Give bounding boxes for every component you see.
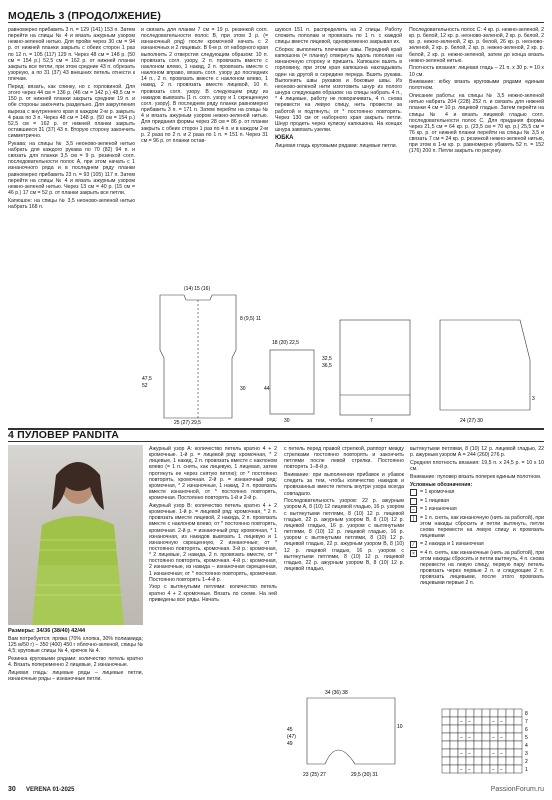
chart-cell: [466, 757, 474, 765]
sleeves-paragraph: Рукава: на спицы № 3,5 неоново-зеленой нитью набрать для каждого рукава по 70 (82) 94 п. и связать для планки 3,5 см = 9 р. резинкой согл. последовательности полос А, при этом начать с 1 изнаночного ряда и в последнем ряду планки равномерно прибавить 23 п. = 93 (105) 117 п. Затем перейти на спицы № 4 и вязать ажурным узором нежно-зеленой нитью. Через 13 см = 40 р. (15 см = 46 р.) 17 см = 52 р. от планки закрыть все петли.: [8, 140, 135, 197]
chart-cell: [506, 717, 514, 725]
chart-symbol: −: [492, 719, 495, 725]
chart-row-label: 8: [525, 711, 528, 717]
pd-left-3: 49: [287, 741, 293, 747]
magazine-name: VERENA 01-2025: [26, 787, 75, 793]
chart-symbol: −: [460, 735, 463, 741]
chart-cell: [490, 741, 498, 749]
pd-top: 34 (36) 38: [325, 690, 348, 696]
chart-cell: [450, 749, 458, 757]
work-description: Описание работы: на спицы № 3,5 нежно-зеленой нитью набрать 204 (228) 252 п. и связать для нижней планки 4 см = 10 р. лицевой гладью. Затем перейти на спицы № 4 и вязать лицевой гладью согл. последовательности полос С. Для придания формы через 21,5 см = 64 кр. р. (23,5 см = 70 кр. р.) 25,5 см = 76 кр. р. от нижней планки перейти на спицы № 3,5 и связать 7 см = 24 кр. р. резинкой нежно-зеленой нитью, при этом в 1-м кр. р. равномерно убавить 52 п. = 152 (176) 200 п. Петли закрыть по рисунку.: [409, 93, 544, 155]
chart-symbol: −: [468, 751, 471, 757]
attention-3: Внимание: пуловер вязать поперек единым полотном.: [410, 473, 542, 480]
section-title: 4 ПУЛОВЕР PANDITA: [8, 429, 119, 441]
pd-left: 45: [287, 727, 293, 733]
legend-text: = 1 лицевая: [420, 497, 449, 504]
chart-cell: [458, 709, 466, 717]
text-column-s2-1: [8, 636, 143, 684]
chart-cell: [442, 709, 450, 717]
knitting-chart: [432, 705, 532, 785]
text-column-1: [8, 27, 135, 212]
chart-cell: [506, 725, 514, 733]
chart-cell: [442, 725, 450, 733]
legend-item: [410, 489, 544, 496]
legend-text: = 1 изнаночная: [420, 506, 457, 513]
chart-cell: [514, 749, 522, 757]
chart-cell: [506, 749, 514, 757]
stockinette: Лицевая гладь: лицевые ряды – лицевые петли, изнаночные ряды – изнаночные петли.: [8, 669, 143, 682]
hood-continued: и связать для планки 7 см = 19 р. резинкой согл. последовательности полос В, при этом 3 р. (= изнаночный ряд) после кромочной начать с 2 изнаночных и 2 лицевых. В 6-м р. от наборного края выполнить 2 отверстия следующим образом: 10 п. провязать согл. узору, 2 п. провязать вместе с наклоном влево, 1 накид, 2 п. провязать вместе с наклоном вправо, вязать согл. узору до последних 14 п., 2 п. провязать вместе с наклоном влево, 1 накид, 2 п. провязать вместе лицевой, 10 п. провязать согл. узору. В следующем ряду из накидов вывязать [1 п. согл. узору и 1 скрещенную согл. узору]. В последнем ряду планки равномерно прибавить 3 п. = 171 п. Затем перейти на спицы № 4 и вязать ажурным узором нежно-зеленой нитью. Для придания формы через 28 см = 86 р. от планки закрыть с обеих сторон 1 раз по 4 п. и в каждом 2-м р. 2 раза по 2 п. и 2 раза по 1 п. = 151 п. Через 31 см = 96 р. от планки остав-: [141, 27, 268, 144]
legend-item: [410, 498, 544, 505]
legend-title: Условные обозначения:: [410, 481, 473, 488]
chart-cell: [482, 709, 490, 717]
attention: Внимание: юбку вязать круговыми рядами единым полотном.: [409, 79, 544, 92]
chart-cell: [466, 725, 474, 733]
chart-symbol: −: [500, 719, 503, 725]
title-rule: [8, 22, 544, 23]
text-column-3: [275, 27, 402, 150]
chart-cell: [466, 709, 474, 717]
chart-cell: [482, 765, 490, 773]
chart-cell: [506, 741, 514, 749]
chart-symbol: −: [500, 735, 503, 741]
pattern-sequence: Последовательность узоров: 22 р. ажурным узором А, 8 (10) 12 лицевой гладью, 16 р. узором с вытянутыми петлями, 8 (10) 12 р. лицевой гладью, 22 р. ажурным узором В, 8 (10) 12 р. лицевой гладью, 16 р. узором с вытянутыми петлями, 8 (10) 12 р. лицевой гладью, 16 р. узором с вытянутыми петлями, 8 (10) 12 р. лицевой гладью, 22 р. ажурным узором В, 8 (10) 12 р. лицевой гладью, 16 р. узором с вытянутыми петлями, 8 (10) 12 р. лицевой гладью, 22 р. ажурным узором В, 8 (10) 12 р. лицевой гладью,: [284, 498, 404, 572]
pattern-diagram-skirt-2: [420, 300, 545, 425]
legend-item: [410, 541, 544, 548]
chart-cell: [506, 709, 514, 717]
chart-cell: [442, 717, 450, 725]
chart-cell: [506, 757, 514, 765]
chart-cell: [450, 709, 458, 717]
skirt-stitch: Лицевая гладь круговыми рядами: лицевые петли.: [275, 142, 398, 149]
hood-paragraph: Капюшон: на спицы № 3,5 неоново-зеленой нитью набрать 168 п.: [8, 197, 135, 210]
chart-cell: [474, 709, 482, 717]
chart-cell: [498, 709, 506, 717]
chart-cell: [514, 741, 522, 749]
chart-symbol: −: [468, 735, 471, 741]
skirt2-bottom: 24 (27) 30: [460, 418, 483, 424]
attention-2: Внимание: при выполнении прибавок и убавок следить за тем, чтобы количество накидов и провязанных вместе петель внутри узора всегда совпадало.: [284, 472, 404, 497]
text-column-s2-2: [149, 446, 277, 604]
chart-cell: [450, 725, 458, 733]
chart-cell: [482, 733, 490, 741]
chart-cell: [490, 725, 498, 733]
chart-row-label: 3: [525, 751, 528, 757]
chart-cell: [442, 757, 450, 765]
elongated-stitch: Узор с вытянутыми петлями: количество петель кратно 4 + 2 кромочные. Вязать по схеме. На ней приведены все ряды. Начать: [149, 584, 277, 603]
legend-symbol: [410, 498, 417, 505]
legend-symbol: ⁄: [410, 541, 417, 548]
watermark: PassionForum.ru: [490, 786, 544, 793]
chart-cell: [514, 709, 522, 717]
dim-right: 8 (9,5) 11: [240, 316, 262, 322]
chart-cell: [514, 765, 522, 773]
chart-cell: [490, 757, 498, 765]
legend-text: = 1 кромочная: [420, 489, 455, 496]
pattern-diagram-skirt: [320, 300, 420, 425]
legend: [410, 489, 544, 586]
lace-b: Ажурный узор В: количество петель кратно 4 + 2 кромочные. 1-й р. = лицевой ряд: кромочная, * 2 п. провязать вместе лицевой, 2 накида, 2 п. провязать вместе с наклоном влево; от * постоянно повторять, кромочная. 2-й р. = изнаночный ряд: кромочная, * 1 изнаночная, из накидов вывязать 1 лицевую и 1 изнаночную скрещенную, 2 изнаночные; от * постоянно повторять, кромочная. 3-й р.: кромочная, * 2 лицевые, 2 накида, 2 п. провязать вместе, от * постоянно повторять, кромочная. 4-й р.: кромочная, 2 изнаночные, из накида – изнаночная скрещенная, 1 изнаночная; от * постоянно повторять, кромочная. Постоянно повторять 1–4-й р.: [149, 502, 277, 583]
chart-cell: [466, 741, 474, 749]
pd-bot-2: 29,5 (30) 31: [351, 772, 378, 778]
dim-mid: 30: [240, 386, 246, 392]
dim-left-2: 52: [142, 383, 148, 389]
pd-right: 10: [397, 724, 403, 730]
pd-bot-1: 23 (25) 27: [303, 772, 326, 778]
chart-cell: [458, 757, 466, 765]
chart-row-label: 7: [525, 719, 528, 725]
chart-cell: [482, 717, 490, 725]
sequence-end: вытянутыми петлями, 8 (10) 12 р. лицевой гладью, 22 р. ажурным узором А = 244 (260) 276 р.: [410, 446, 544, 459]
chart-cell: [450, 733, 458, 741]
chart-cell: [474, 725, 482, 733]
skirt-bottom: 7: [370, 418, 373, 424]
chart-symbol: −: [492, 735, 495, 741]
skirt-left: 32,5: [322, 356, 332, 362]
page-title: МОДЕЛЬ 3 (ПРОДОЛЖЕНИЕ): [8, 10, 162, 22]
chart-cell: [450, 741, 458, 749]
legend-symbol: ×: [410, 550, 417, 557]
chart-cell: [442, 741, 450, 749]
dim-left: 47,5: [142, 376, 152, 382]
avg-gauge: Средняя плотность вязания: 19,5 п. x 24,5 р. = 10 x 10 см.: [410, 459, 544, 472]
back-paragraph: равномерно прибавить 3 п. = 129 (141) 153 п. Затем перейти на спицы № 4 и вязать ажурным узором нежно-зеленой нитью. Для пройм через 30 см = 94 р. от нижней планки закрыть с обеих сторон 1 раз по 12 п. = 105 (117) 129 п. Через 48 см = 148 р. (50 см = 154 р.) 52,5 см = 162 р. от нижней планки закрыть все петли, при этом средние 43 п. обрезать узорную, а по 31 (37) 43 внешних петель отнести к плечам.: [8, 27, 135, 83]
chart-symbol: −: [460, 719, 463, 725]
pullover-diagram: [285, 686, 410, 781]
chart-symbol: −: [492, 767, 495, 773]
legend-text: = 1 п. снять, как изнаночную (нить за работой), при этом накиды сбросить и петли вытянуть, петли снова перевести на левую спицу и провязать лицевыми: [420, 514, 544, 540]
chart-cell: [442, 749, 450, 757]
chart-cell: [482, 741, 490, 749]
chart-cell: [450, 757, 458, 765]
chart-cell: [506, 733, 514, 741]
pattern-diagram-body: [140, 280, 270, 425]
skirt2-right: 3: [532, 396, 535, 402]
rib-stitch: Резинка круговыми рядами: количество петель кратно 4. Вязать попеременно 2 лицевые, 2 изнаночные.: [8, 655, 143, 669]
assembly-paragraph: Сборка: выполнить плечевые швы. Передний край капюшона (= планку) отвернуть вдоль пополам на изнаночную сторону и пришить. Капюшон вшить в горловину, при этом края капюшона накладывать один на другой в середине переда. Вшить рукава. Выполнить швы рукавов и боковые швы. Из неоново-зеленой нити изготовить шнур из полого шнура следующим образом: на спицы набрать 4 п., * 4 лицевые, работу не поворачивать, 4 п. снова перевести на левую спицу, нить провести за работой и подтянуть; от * постоянно повторять. Через 130 см от наборного края закрыть петли. Шнур продеть через кулиску капюшона. На концах шнура завязать узелки.: [275, 46, 402, 133]
chart-symbol: −: [500, 751, 503, 757]
chart-row-label: 4: [525, 743, 528, 749]
legend-text: = 4 п. снять, как изнаночные (нить за работой), при этом накиды сбросить и петли вытянуть, 4 п. снова перевести на левую спицу, первую пару петель провязать через первые 2 п. и следующие 2 п. провязать лицевыми, после этого провязать лицевыми первые 2 п.: [420, 549, 544, 587]
chart-cell: [450, 765, 458, 773]
text-column-s2-4: [410, 446, 544, 588]
chart-cell: [482, 725, 490, 733]
sleeve-bottom: 30: [284, 418, 290, 424]
chart-symbol: −: [500, 767, 503, 773]
chart-row-label: 1: [525, 767, 528, 773]
legend-item: [410, 550, 544, 587]
chart-symbol: −: [460, 751, 463, 757]
legend-symbol: [410, 489, 417, 496]
chart-cell: [514, 757, 522, 765]
section-title-rule: [8, 441, 544, 442]
skirt-heading: ЮБКА: [275, 135, 294, 142]
legend-symbol: −: [410, 506, 417, 513]
chart-cell: [474, 717, 482, 725]
chart-cell: [474, 749, 482, 757]
materials: Вам потребуется: пряжа (70% хлопка, 30% полиамида; 125 м/50 г) – 350 (400) 450 г яблочно-зеленой, спицы № 4,5; круговые спицы № 4, крючок № 4.: [8, 636, 143, 655]
pd-left-2: (47): [287, 734, 296, 740]
dim-bottom: 25 (27) 29,5: [174, 420, 201, 425]
chart-cell: [514, 725, 522, 733]
dim-top: (14) 15 (16): [184, 286, 211, 292]
chart-cell: [458, 725, 466, 733]
pattern-continued: с петель перед правой стрелкой, раппорт между стрелками постоянно повторять и закончить петлями после левой стрелки. Постоянно повторять 1–8-й р.: [284, 446, 404, 471]
chart-cell: [514, 733, 522, 741]
chart-cell: [514, 717, 522, 725]
pattern-diagram-sleeve: [262, 330, 322, 425]
gauge: Плотность вязания: лицевая гладь – 21 п. x 30 р. = 10 x 10 см.: [409, 65, 544, 78]
hood-finish: шуюся 151 п. распределить на 2 спицы. Работу сложить пополам и провязать по 1 п. с каждой спицы вместе лицевой, одновременно закрывая их.: [275, 27, 402, 46]
stripes-c: Последовательность полос С: 4 кр. р. нежно-зеленой, 2 кр. р. белой, 12 кр. р. неоново-зеленой, 2 кр. р. белой, 2 кр. р. нежно-зеленой, 2 кр. р. белой, 26 кр. р. неоново-зеленой, 2 кр. р. белой, 2 кр. р. нежно-зеленой, 2 кр. р. белой, 2 кр. р. нежно-зеленой, затем до конца вязать нежно-зеленой нитью.: [409, 27, 544, 64]
lace-a: Ажурный узор А: количество петель кратно 4 + 2 кромочные. 1-й р. = лицевой ряд: кромочная, * 2 лицевые, 1 накид, 2 п. провязать вместе с наклоном влево (= 1 п. снять, как лицевую, 1 лицевая, затем протянуть ее через снятую петлю); от * постоянно повторять, кромочная. 2-й р. = изнаночный ряд: кромочная, * 2 изнаночные, 1 накид, 2 п. провязать вместе изнаночной, от * постоянно повторять, кромочная. Постоянно повторять 1-й и 2-й р.: [149, 446, 277, 502]
sleeve-top: 18 (20) 22,5: [272, 340, 299, 346]
chart-row-label: 5: [525, 735, 528, 741]
chart-cell: [450, 717, 458, 725]
chart-cell: [442, 733, 450, 741]
text-column-4: [409, 27, 544, 156]
chart-cell: [498, 725, 506, 733]
text-column-2: [141, 27, 268, 145]
chart-symbol: −: [468, 767, 471, 773]
text-column-s2-3: [284, 446, 404, 574]
chart-cell: [474, 733, 482, 741]
sleeve-left: 44: [264, 386, 270, 392]
legend-item: [410, 506, 544, 513]
chart-row-label: 2: [525, 759, 528, 765]
chart-row-label: 6: [525, 727, 528, 733]
chart-cell: [474, 765, 482, 773]
chart-cell: [498, 741, 506, 749]
chart-cell: [498, 757, 506, 765]
page-number: 30: [8, 786, 16, 793]
skirt-left-3: 36,5: [322, 363, 332, 369]
chart-cell: [490, 709, 498, 717]
legend-text: = 2 накида и 1 изнаночная: [420, 541, 484, 548]
chart-cell: [482, 757, 490, 765]
chart-symbol: −: [460, 767, 463, 773]
chart-cell: [474, 757, 482, 765]
sizes: Размеры: 34/36 (38/40) 42/44: [8, 628, 86, 634]
chart-cell: [474, 741, 482, 749]
chart-symbol: −: [468, 719, 471, 725]
chart-cell: [458, 741, 466, 749]
chart-cell: [506, 765, 514, 773]
legend-symbol: |: [410, 515, 417, 522]
chart-cell: [482, 749, 490, 757]
front-paragraph: Перед: вязать, как спинку, но с горловиной. Для этого через 44 см = 136 р. (46 см = 142 р.) 48,5 см = 150 р. от нижней планки закрыть средние 19 п. и обе стороны закончить раздельно. Для закругления выреза с внутреннего края в каждом 2-м р. закрыть 4 раза по 3 п. Через 48 см = 148 р. (50 см = 154 р.) 52,5 см = 162 р. от нижней планки закрыть оставшиеся 31 (37) 43 п. Вторую сторону закончить симметрично.: [8, 83, 135, 140]
chart-cell: [442, 765, 450, 773]
model-photo: [8, 445, 143, 625]
legend-item: [410, 515, 544, 540]
chart-symbol: −: [492, 751, 495, 757]
